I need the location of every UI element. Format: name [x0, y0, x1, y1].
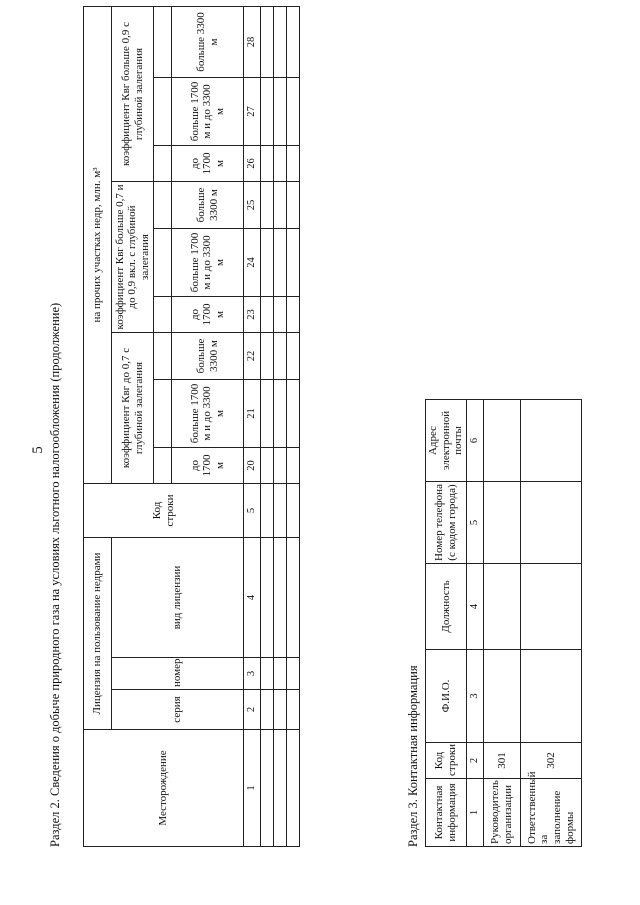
colnum: 5	[244, 483, 261, 537]
g3-depth-mid: больше 1700 м и до 3300 м	[172, 77, 244, 145]
colnum: 3	[244, 658, 261, 690]
header-row-1	[84, 6, 112, 846]
row-label: Ответственный за заполнение формы	[520, 779, 581, 847]
hdr-contact-info: Контактная информация	[426, 779, 467, 847]
colnum: 4	[466, 564, 483, 650]
column-number-row	[244, 6, 261, 846]
colnum: 24	[244, 228, 261, 296]
colnum: 3	[466, 650, 483, 743]
colnum: 2	[466, 743, 483, 779]
col-series: серия	[112, 690, 244, 730]
col-field: Месторождение	[84, 730, 244, 847]
colnum: 25	[244, 181, 261, 228]
colnum: 2	[244, 690, 261, 730]
row-code: 301	[483, 743, 520, 779]
colnum: 23	[244, 296, 261, 332]
data-row-empty	[261, 6, 274, 846]
colnum: 1	[244, 730, 261, 847]
section3-table	[425, 399, 582, 847]
hdr-position: Должность	[426, 564, 467, 650]
group2-header: коэффициент Квг больше 0,7 и до 0,9 вкл. с глубиной залегания	[112, 181, 154, 332]
section2-table	[83, 6, 300, 847]
section3-header-row	[426, 400, 467, 847]
col-row-code: Код строки	[84, 483, 244, 537]
data-row-empty	[274, 6, 287, 846]
section3-title: Раздел 3. Контактная информация	[406, 665, 420, 847]
colnum: 27	[244, 77, 261, 145]
colnum: 28	[244, 6, 261, 77]
hdr-phone: Номер телефона (с кодом города)	[426, 482, 467, 564]
col-license: Лицензия на пользование недрами	[84, 537, 112, 729]
row-manager	[483, 400, 520, 847]
page-number: 5	[30, 446, 46, 454]
data-row-empty	[287, 6, 300, 846]
g1-depth-mid: больше 1700 м и до 3300 м	[172, 379, 244, 447]
hdr-full-name: Ф.И.О.	[426, 650, 467, 743]
g2-depth-high: больше 3300 м	[172, 181, 244, 228]
col-license-type: вид лицензии	[112, 537, 244, 657]
colnum: 4	[244, 537, 261, 657]
col-other-sites: на прочих участках недр, млн. м³	[84, 6, 112, 483]
colnum: 26	[244, 145, 261, 181]
section3-number-row	[466, 400, 483, 847]
colnum: 22	[244, 332, 261, 379]
g3-depth-high: больше 3300 м	[172, 6, 244, 77]
g3-depth-low: до 1700 м	[172, 145, 244, 181]
g2-depth-low: до 1700 м	[172, 296, 244, 332]
colnum: 1	[466, 779, 483, 847]
row-label: Руководитель организации	[483, 779, 520, 847]
hdr-email: Адрес электронной почты	[426, 400, 467, 482]
group3-header: коэффициент Квг больше 0,9 с глубиной залегания	[112, 6, 154, 181]
row-code: 302	[520, 743, 581, 779]
colnum: 21	[244, 379, 261, 447]
g2-depth-mid: больше 1700 м и до 3300 м	[172, 228, 244, 296]
group1-header: коэффициент Квг до 0,7 с глубиной залегания	[112, 332, 154, 483]
g1-depth-high: больше 3300 м	[172, 332, 244, 379]
col-number: номер	[112, 658, 244, 690]
g1-depth-low: до 1700 м	[172, 447, 244, 483]
section2-title: Раздел 2. Сведения о добыче природного газа на условиях льготного налогообложения (продолжение)	[48, 302, 62, 847]
hdr-row-code: Код строки	[426, 743, 467, 779]
header-row-2	[112, 6, 154, 846]
colnum: 5	[466, 482, 483, 564]
row-responsible	[520, 400, 581, 847]
colnum: 6	[466, 400, 483, 482]
colnum: 20	[244, 447, 261, 483]
